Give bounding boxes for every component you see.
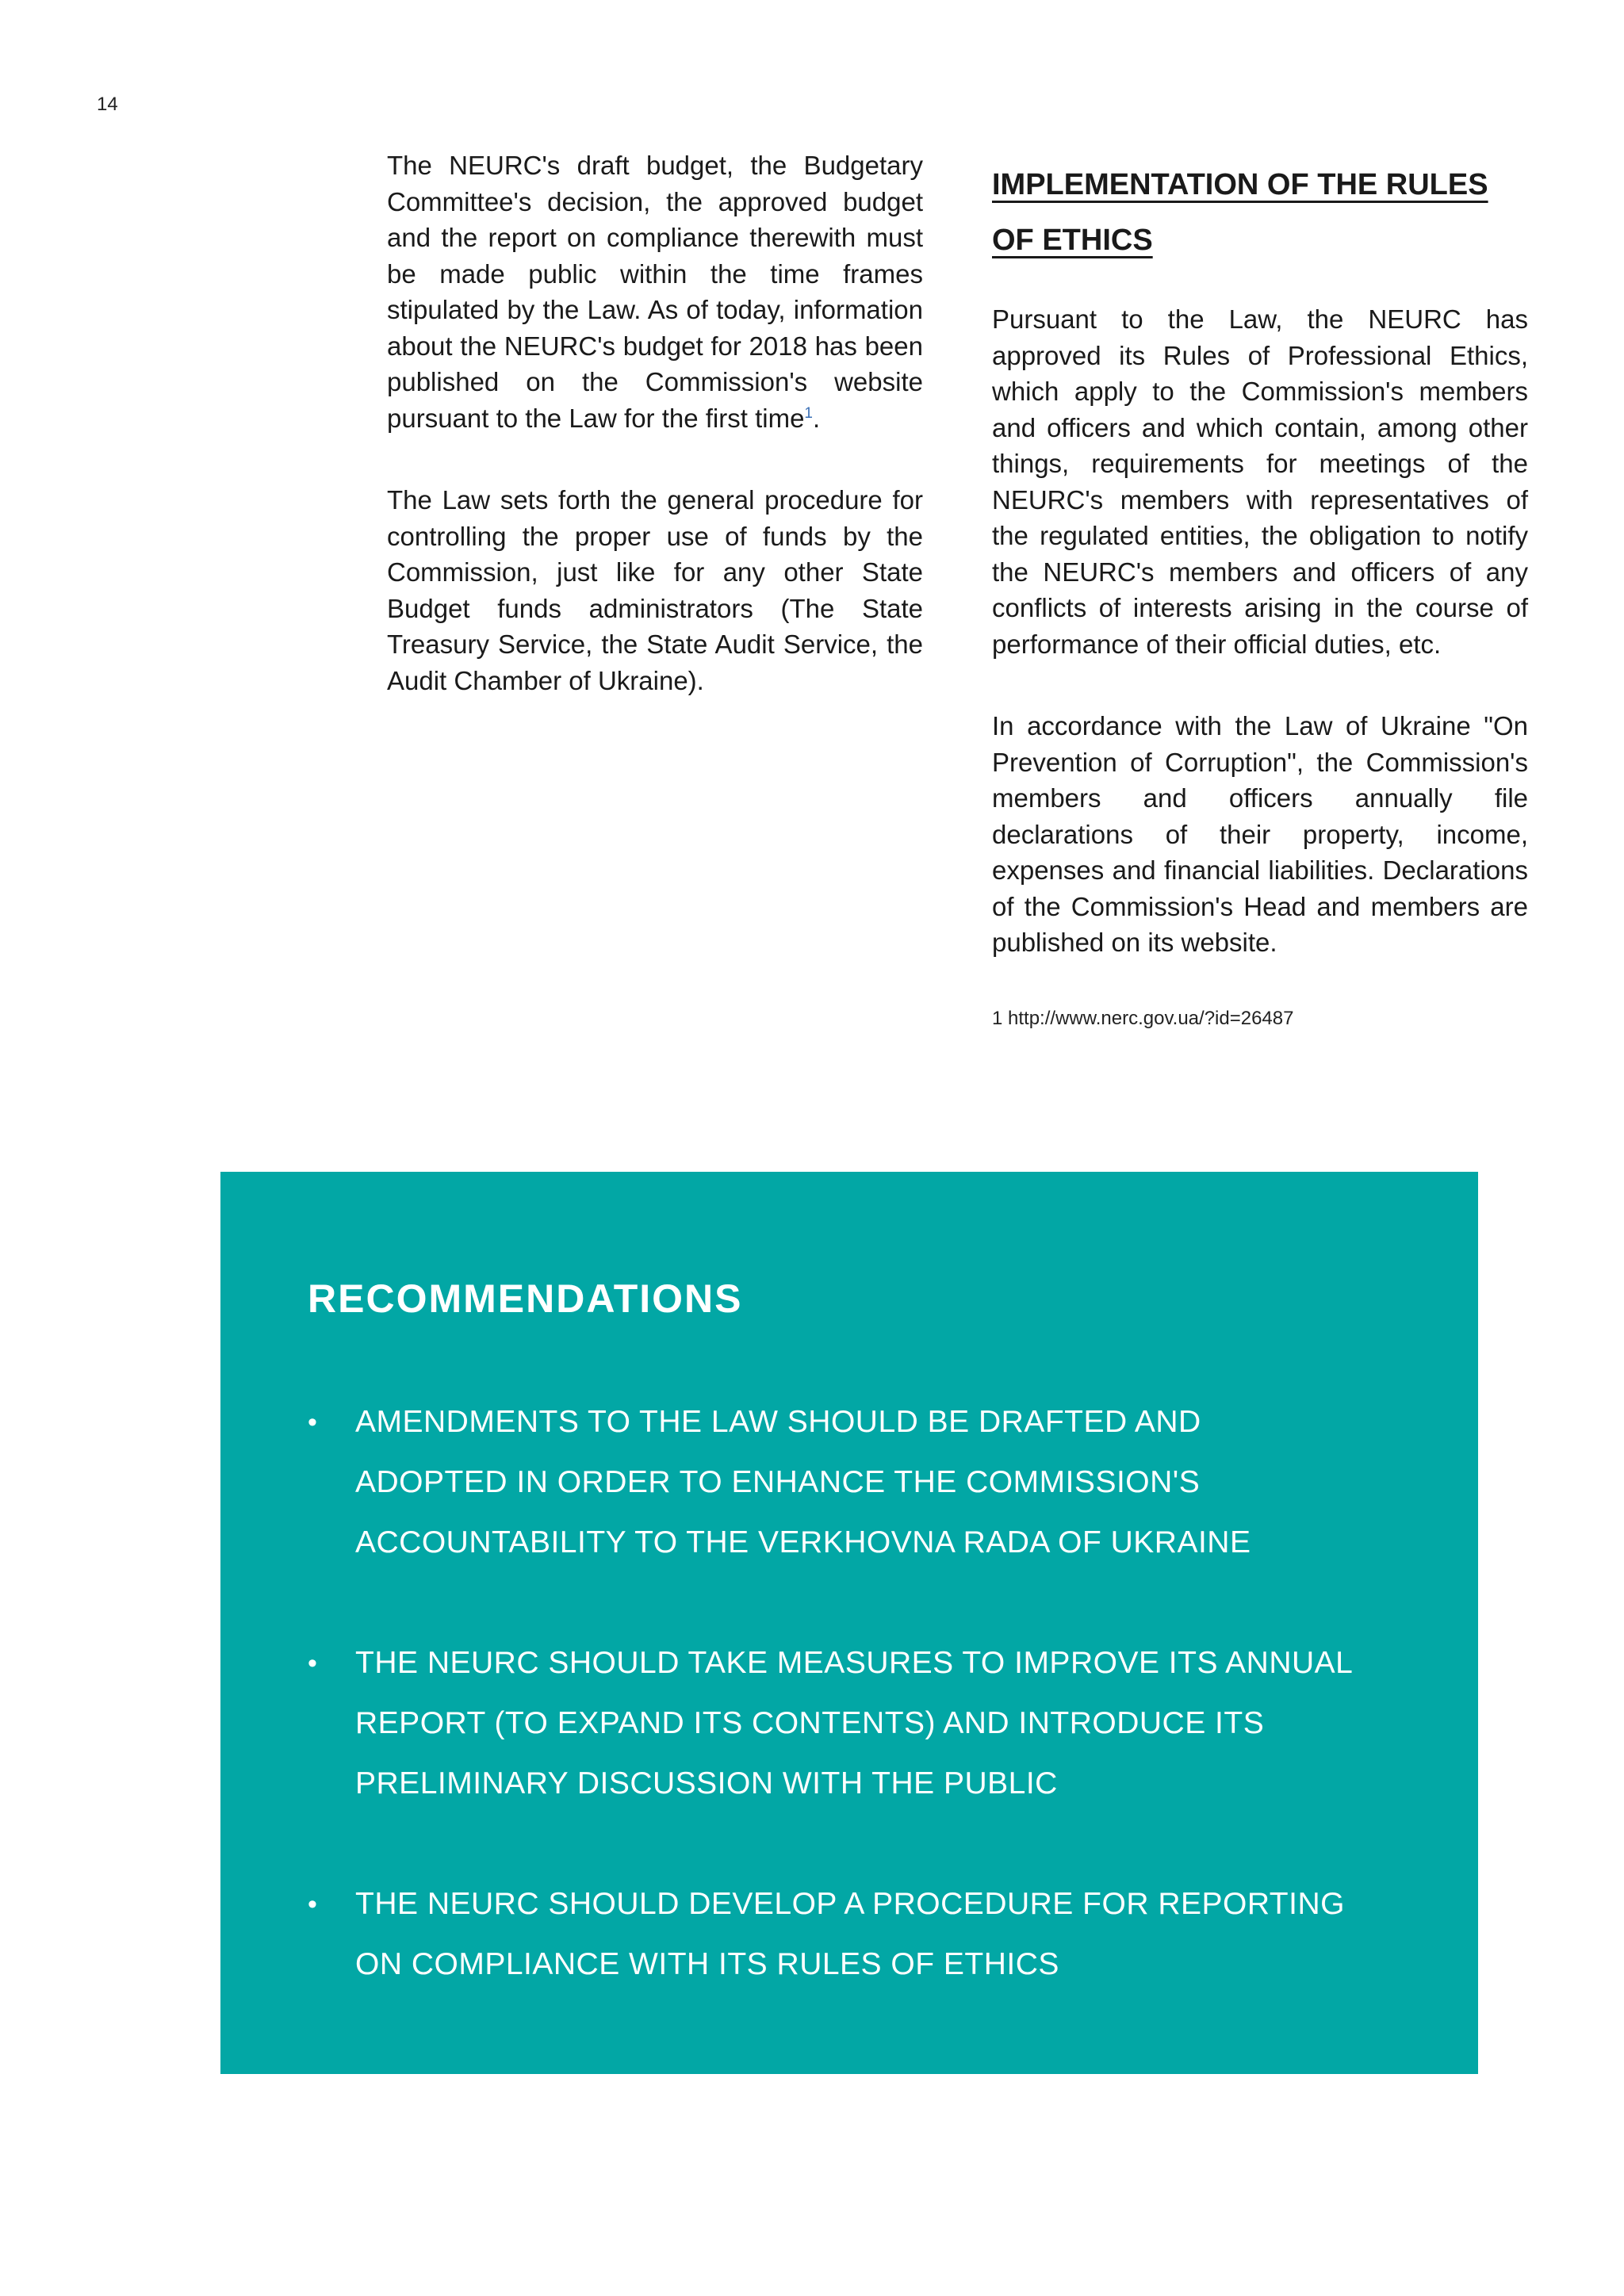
page-number: 14 <box>97 94 118 115</box>
budget-publication-text: The NEURC's draft budget, the Budgetary Committee's decision, the approved budget and the report on compliance therewith must be made public within the time frames stipulated by the Law. As of today, information about the NEURC's budget for 2018 has been published on the Commission's website pursuant to the Law for the first time <box>387 151 923 433</box>
budget-publication-paragraph <box>387 147 923 436</box>
recommendation-text: THE NEURC SHOULD TAKE MEASURES TO IMPROVE ITS ANNUAL REPORT (TO EXPAND ITS CONTENTS) AND INTRODUCE ITS PRELIMINARY DISCUSSION WITH THE PUBLIC <box>355 1646 1352 1800</box>
bullet-icon: • <box>308 1889 318 1919</box>
recommendations-list <box>308 1392 1383 1995</box>
recommendation-item <box>308 1633 1354 1814</box>
recommendation-text: AMENDMENTS TO THE LAW SHOULD BE DRAFTED AND ADOPTED IN ORDER TO ENHANCE THE COMMISSION'S ACCOUNTABILITY TO THE VERKHOVNA RADA OF UKRAINE <box>355 1405 1251 1559</box>
recommendations-title: RECOMMENDATIONS <box>308 1276 743 1321</box>
recommendations-panel <box>220 1172 1478 2074</box>
right-column <box>992 157 1528 1031</box>
left-column <box>387 147 923 698</box>
ethics-rules-paragraph: Pursuant to the Law, the NEURC has approved its Rules of Professional Ethics, which apply to the Commission's members and officers and which contain, among other things, requirements for meetings of the NEURC's members with representatives of the regulated entities, the obligation to notify the NEURC's members and officers of any conflicts of interests arising in the course of performance of their official duties, etc. <box>992 304 1528 659</box>
bullet-icon: • <box>308 1648 318 1678</box>
recommendation-item <box>308 1874 1354 1995</box>
recommendation-item <box>308 1392 1354 1573</box>
bullet-icon: • <box>308 1407 318 1437</box>
footnote-reference[interactable]: 1 <box>804 404 813 422</box>
recommendation-text: THE NEURC SHOULD DEVELOP A PROCEDURE FOR REPORTING ON COMPLIANCE WITH ITS RULES OF ETHICS <box>355 1887 1345 1981</box>
footnote: 1 http://www.nerc.gov.ua/?id=26487 <box>992 1007 1294 1029</box>
budget-publication-end: . <box>813 403 821 433</box>
ethics-section-heading: IMPLEMENTATION OF THE RULES OF ETHICS <box>992 168 1488 257</box>
funds-control-paragraph: The Law sets forth the general procedure for controlling the proper use of funds by the Commission, just like for any other State Budget funds administrators (The State Treasury Service, the State Audit Service, the Audit Chamber of Ukraine). <box>387 485 923 695</box>
declarations-paragraph: In accordance with the Law of Ukraine "On Prevention of Corruption", the Commission's members and officers annually file declarations of their property, income, expenses and financial liabilities. Declarations of the Commission's Head and members are published on its website. <box>992 711 1528 957</box>
